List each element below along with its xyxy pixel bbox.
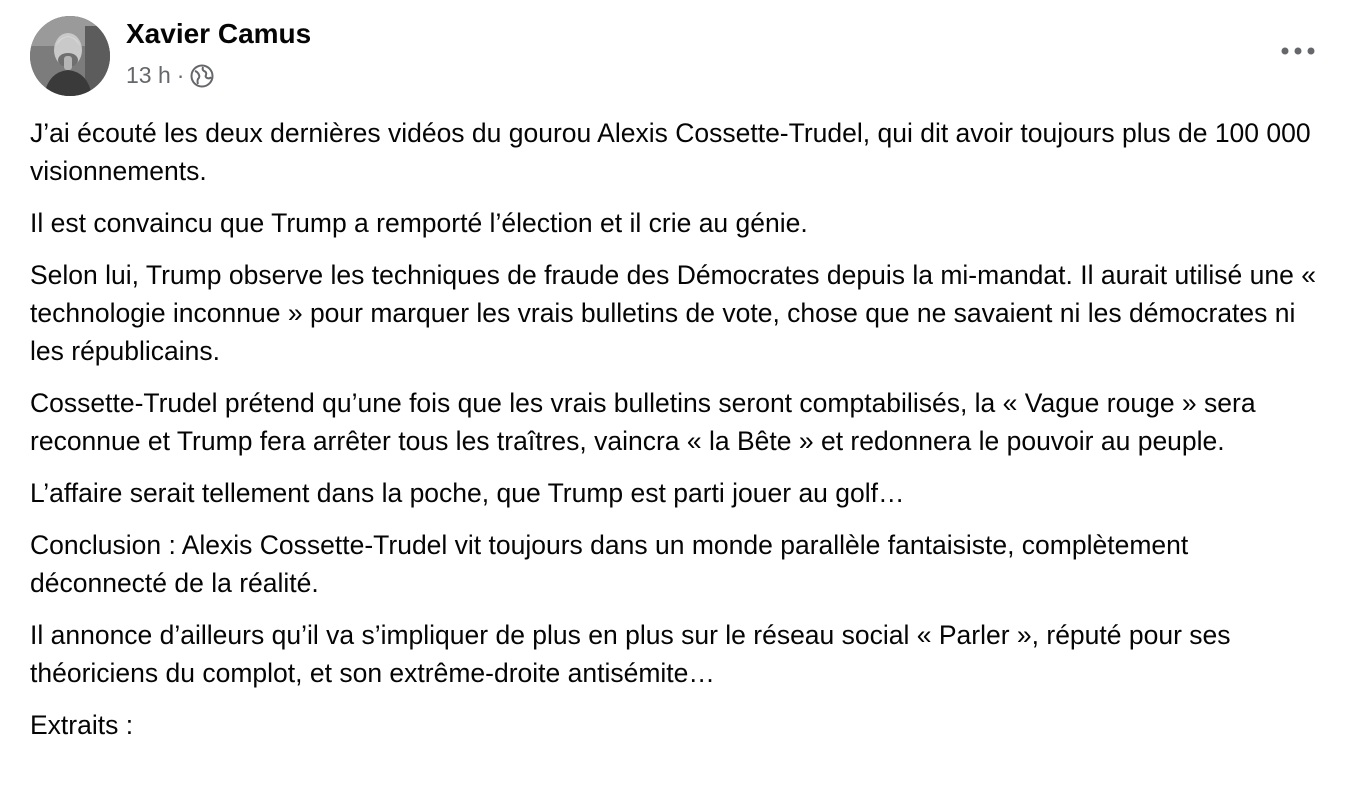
avatar-photo: [30, 16, 110, 96]
post-meta: [126, 62, 214, 89]
post-paragraph: Conclusion : Alexis Cossette-Trudel vit toujours dans un monde parallèle fantaisiste, complètement déconnecté de la réalité.: [30, 530, 1189, 598]
author-name[interactable]: Xavier Camus: [126, 18, 312, 49]
meta-separator: ·: [176, 62, 185, 88]
post-paragraph: Cossette-Trudel prétend qu’une fois que les vrais bulletins seront comptabilisés, la « Vague rouge » sera reconnue et Trump fera arrêter tous les traîtres, vaincra « la Bête » et redonnera le pouvoir au peuple.: [30, 388, 1256, 456]
more-options-icon: [1281, 47, 1315, 55]
post-paragraph: J’ai écouté les deux dernières vidéos du gourou Alexis Cossette-Trudel, qui dit avoir toujours plus de 100 000 visionnements.: [30, 118, 1311, 186]
post-paragraph: Il est convaincu que Trump a remporté l’élection et il crie au génie.: [30, 208, 808, 238]
post-paragraph: Selon lui, Trump observe les techniques de fraude des Démocrates depuis la mi-mandat. Il aurait utilisé une « technologie inconnue » pour marquer les vrais bulletins de vote, chose que ne savaient ni les démocrates ni les républicains.: [30, 260, 1316, 366]
avatar[interactable]: [30, 16, 110, 96]
post-text: [30, 114, 1325, 758]
globe-icon[interactable]: [190, 64, 214, 88]
post-paragraph: L’affaire serait tellement dans la poche, que Trump est parti jouer au golf…: [30, 478, 905, 508]
more-options-button[interactable]: [1276, 36, 1320, 66]
post-header: [30, 16, 1320, 96]
post-paragraph: Il annonce d’ailleurs qu’il va s’impliquer de plus en plus sur le réseau social « Parler », réputé pour ses théoriciens du complot, et son extrême-droite antisémite…: [30, 620, 1231, 688]
post-paragraph: Extraits :: [30, 710, 134, 740]
post-timestamp[interactable]: 13 h: [126, 62, 171, 88]
